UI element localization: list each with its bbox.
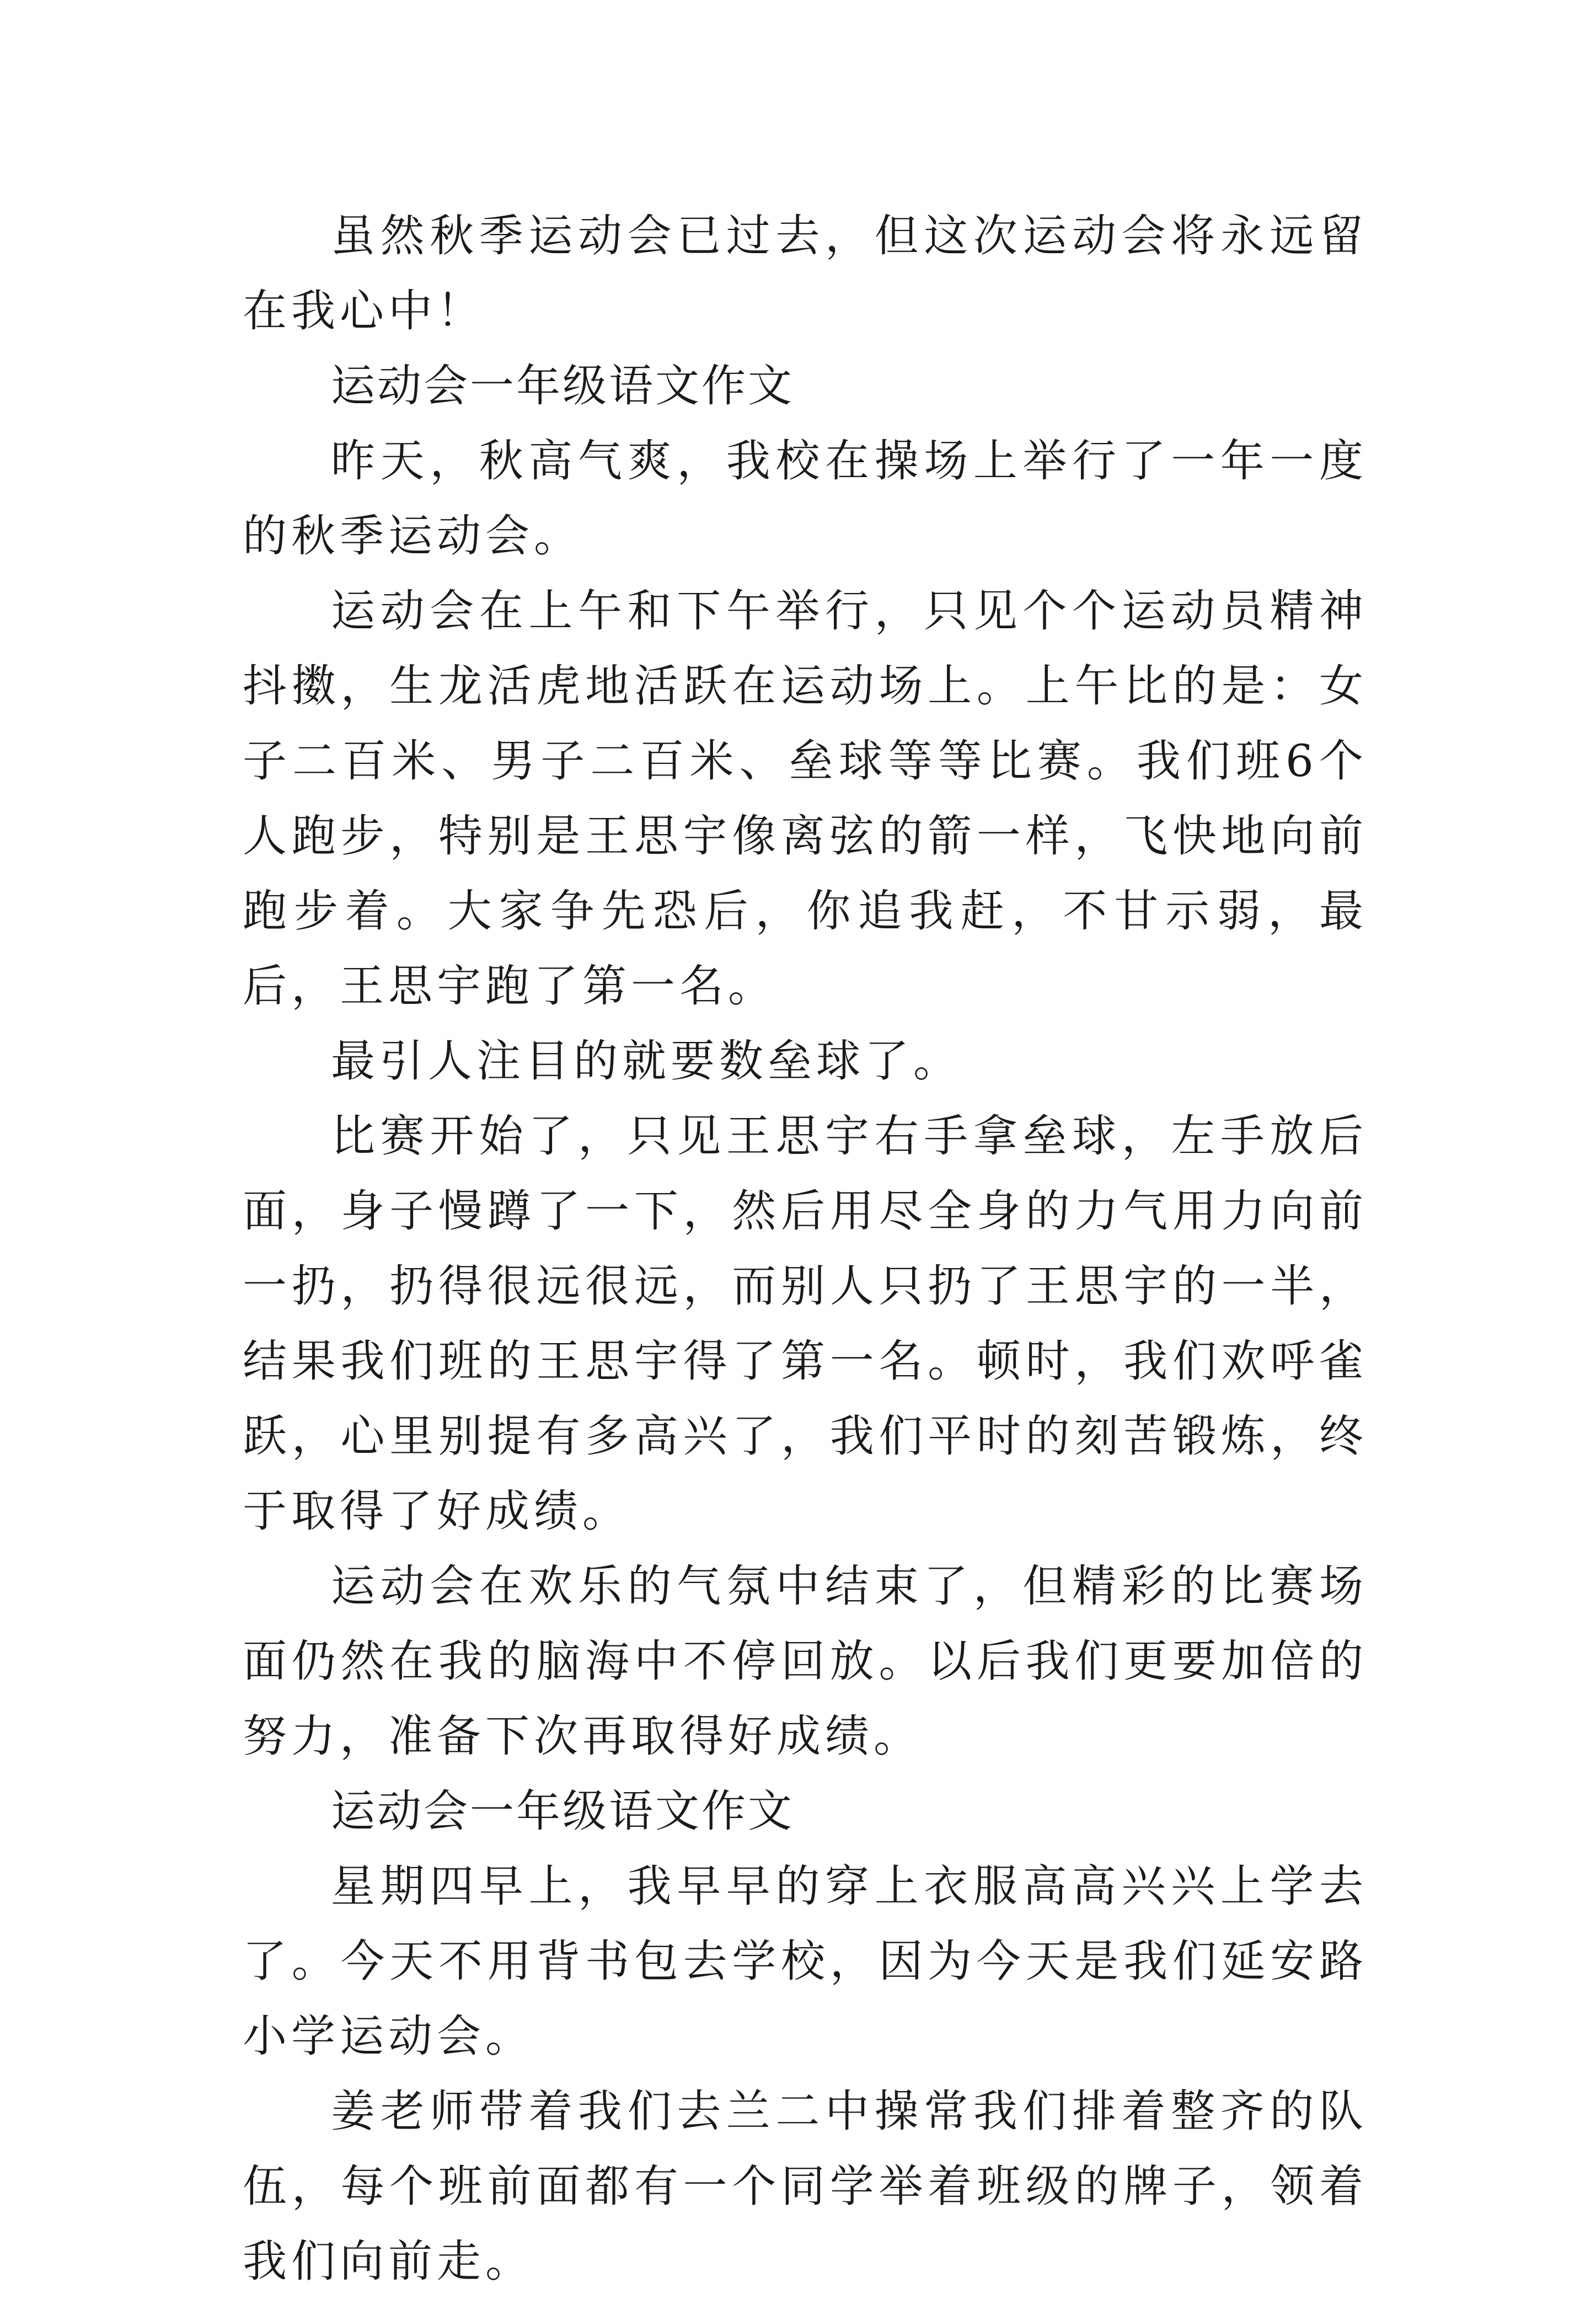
paragraph: 运动会在欢乐的气氛中结束了，但精彩的比赛场面仍然在我的脑海中不停回放。以后我们更要加倍的努力，准备下次再取得好成绩。 [243,1560,1368,1762]
paragraph: 运动会在上午和下午举行，只见个个运动员精神抖擞，生龙活虎地活跃在运动场上。上午比的是：女子二百米、男子二百米、垒球等等比赛。我们班6个人跑步，特别是王思宇像离弦的箭一样，飞快地向前跑步着。大家争先恐后，你追我赶，不甘示弱，最后，王思宇跑了第一名。 [243,585,1368,1012]
paragraph: 姜老师带着我们去兰二中操常我们排着整齐的队伍，每个班前面都有一个同学举着班级的牌子，领着我们向前走。 [243,2086,1368,2287]
section-heading: 运动会一年级语文作文 [331,360,794,411]
document-body [243,199,1368,2299]
paragraph: 最引人注目的就要数垒球了。 [331,1035,962,1087]
paragraph: 昨天，秋高气爽，我校在操场上举行了一年一度的秋季运动会。 [243,435,1368,562]
paragraph: 比赛开始了，只见王思宇右手拿垒球，左手放后面，身子慢蹲了一下，然后用尽全身的力气用力向前一扔，扔得很远很远，而别人只扔了王思宇的一半，结果我们班的王思宇得了第一名。顿时，我们欢呼雀跃，心里别提有多高兴了，我们平时的刻苦锻炼，终于取得了好成绩。 [243,1110,1368,1537]
paragraph: 星期四早上，我早早的穿上衣服高高兴兴上学去了。今天不用背书包去学校，因为今天是我们延安路小学运动会。 [243,1860,1368,2062]
section-heading: 运动会一年级语文作文 [331,1785,794,1837]
paragraph: 虽然秋季运动会已过去，但这次运动会将永远留在我心中！ [243,210,1368,336]
